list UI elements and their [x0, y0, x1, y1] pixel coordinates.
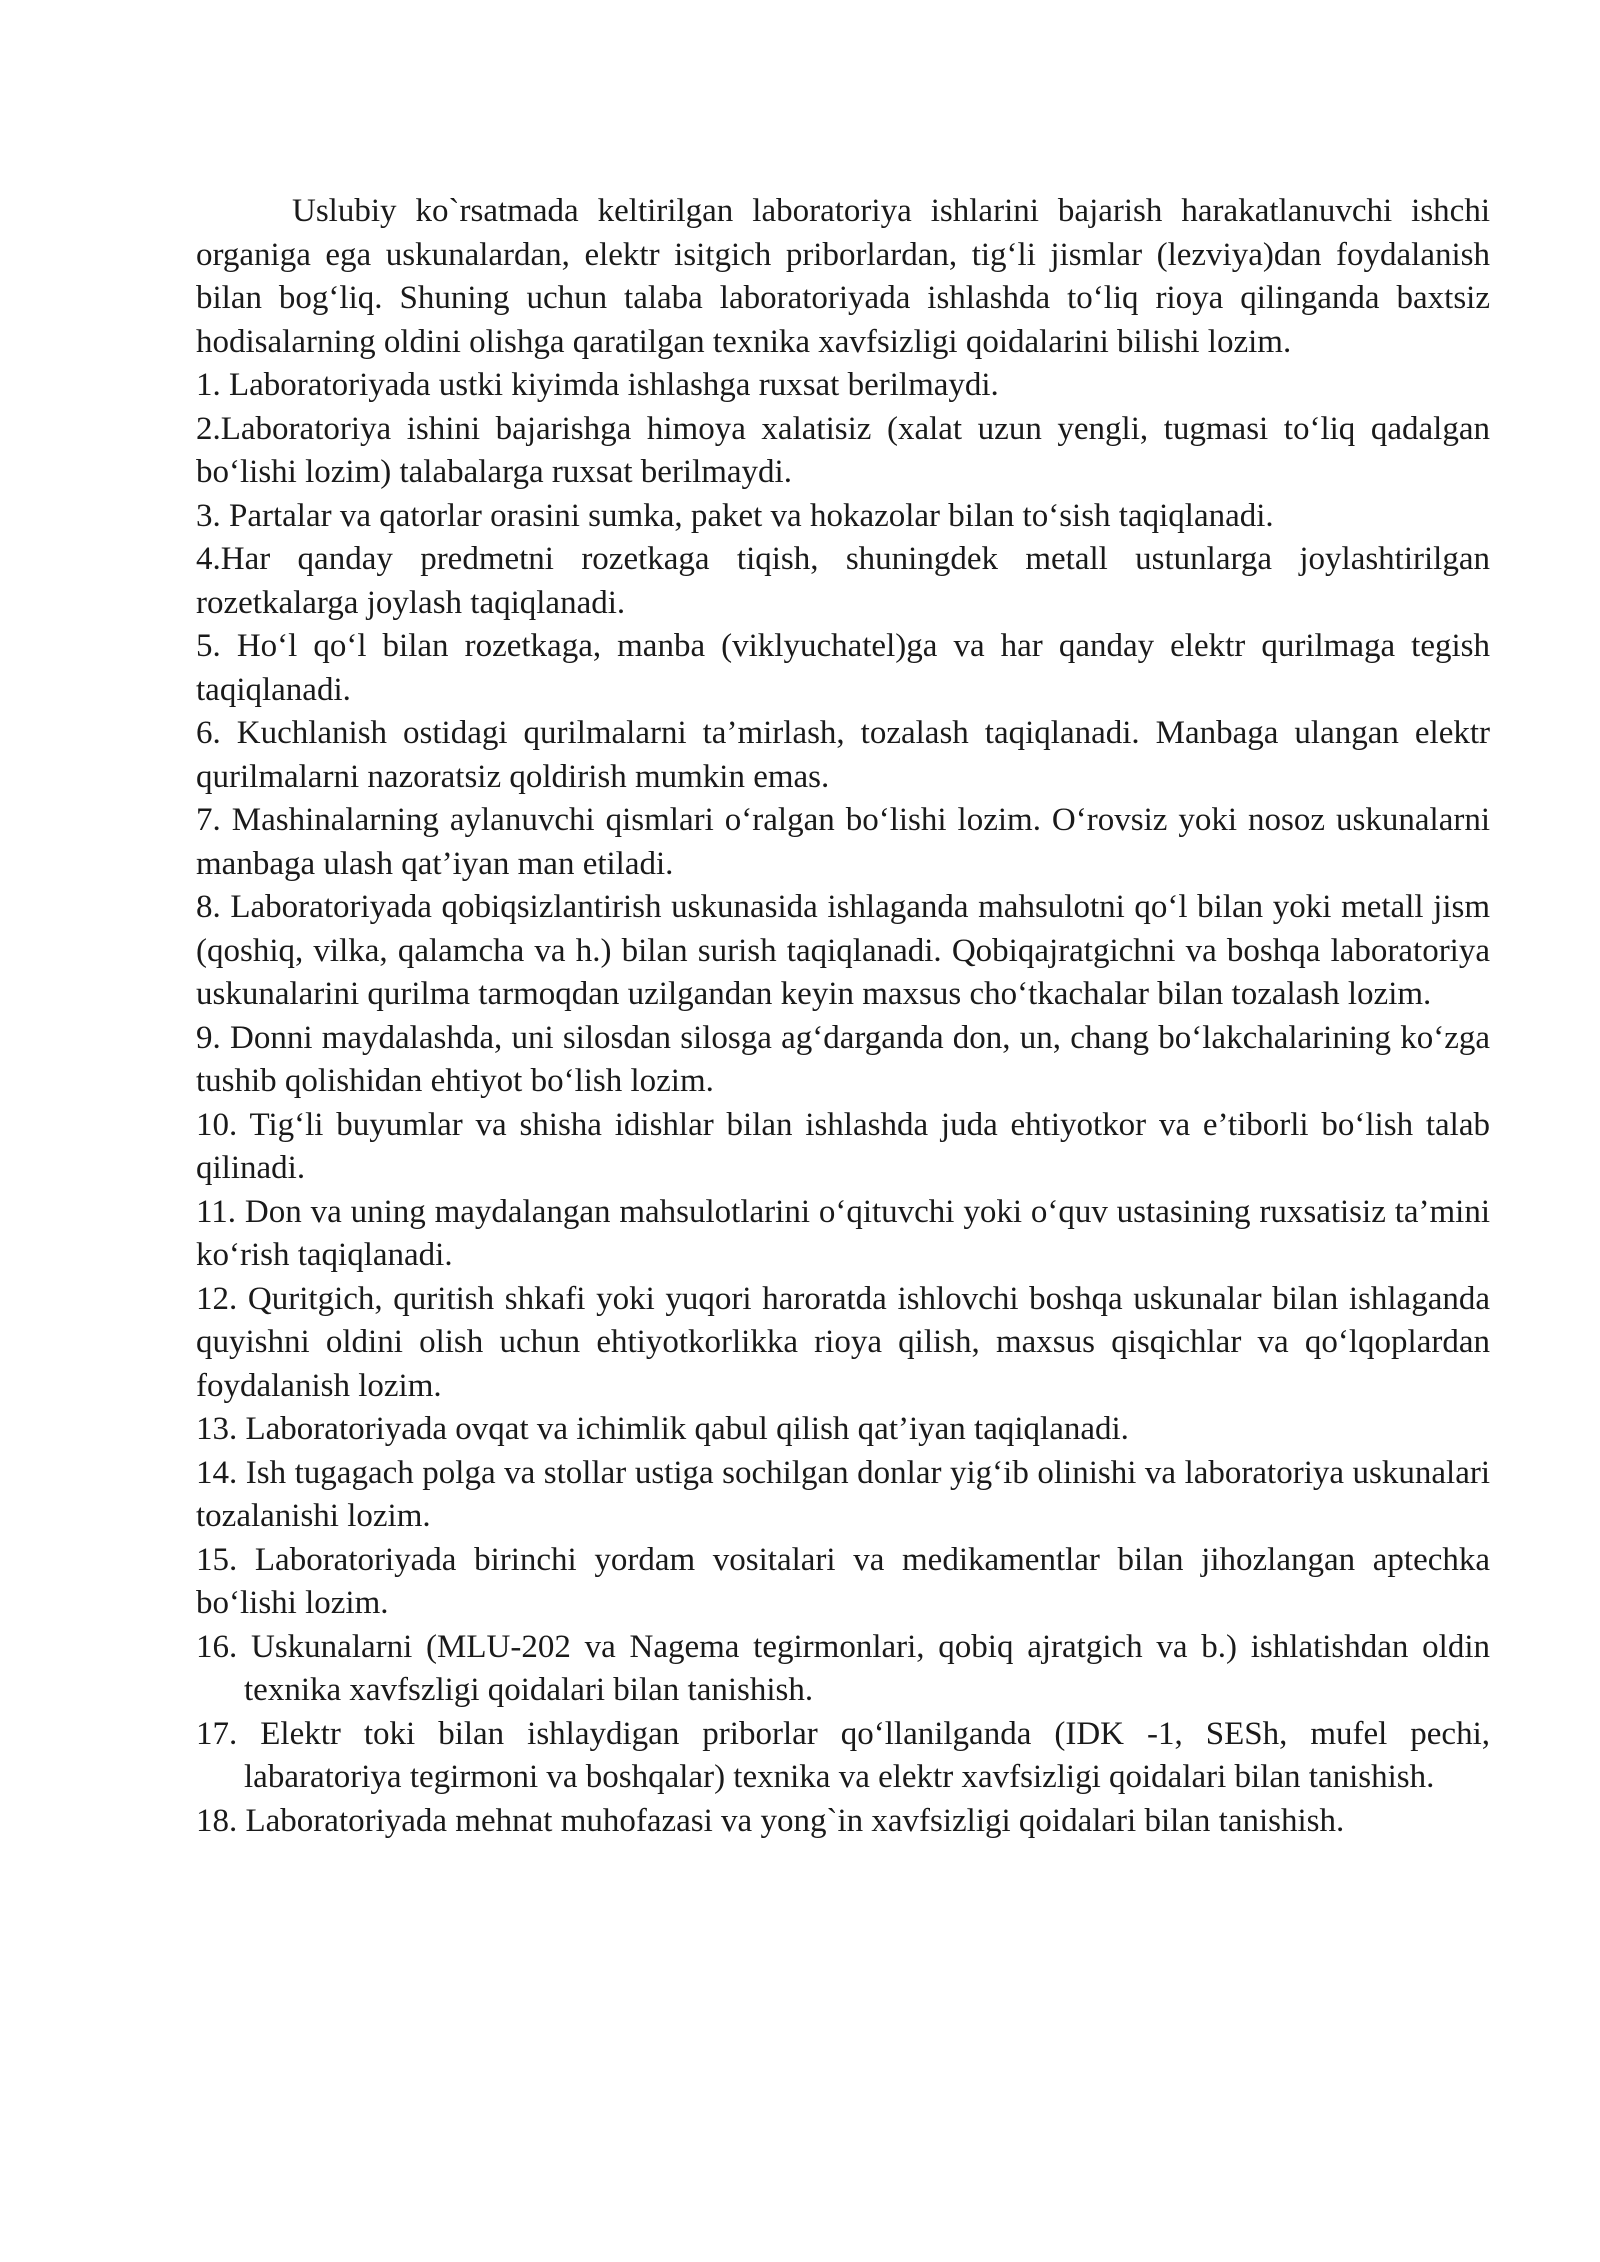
list-item-12	[196, 1278, 1490, 1409]
list-item-7	[196, 799, 1490, 886]
list-item-8	[196, 886, 1490, 1017]
item-text: Partalar va qatorlar orasini sumka, paket va hokazolar bilan to‘sish taqiqlanadi.	[229, 497, 1274, 534]
item-text: Laboratoriyada ustki kiyimda ishlashga ruxsat berilmaydi.	[229, 367, 999, 403]
list-item-18	[196, 1800, 1490, 1844]
item-text: Ho‘l qo‘l bilan rozetkaga, manba (viklyuchatel)ga va har qanday elektr qurilmaga tegish taqiqlanadi.	[196, 628, 1490, 708]
item-number: 1.	[196, 367, 221, 403]
item-number: 13.	[196, 1411, 238, 1447]
item-text: Donni maydalashda, uni silosdan silosga ag‘darganda don, un, chang bo‘lakchalarining ko‘zga tushib qolishidan ehtiyot bo‘lish lozim.	[196, 1019, 1491, 1099]
item-number: 7.	[196, 802, 221, 838]
item-text: Laboratoriyada birinchi yordam vositalari va medikamentlar bilan jihozlangan aptechka bo‘lishi lozim.	[196, 1541, 1491, 1621]
list-item-16	[196, 1626, 1490, 1713]
list-item-6	[196, 712, 1490, 799]
list-item-3	[196, 495, 1490, 539]
document-page	[196, 190, 1490, 1843]
item-number: 4.	[196, 541, 221, 577]
item-number: 18.	[196, 1802, 238, 1839]
list-item-5	[196, 625, 1490, 712]
item-text: Don va uning maydalangan mahsulotlarini o‘qituvchi yoki o‘quv ustasining ruxsatisiz ta’mini ko‘rish taqiqlanadi.	[196, 1193, 1490, 1273]
intro-paragraph: Uslubiy ko`rsatmada keltirilgan laboratoriya ishlarini bajarish harakatlanuvchi ishchi organiga ega uskunalardan, elektr isitgich priborlardan, tig‘li jismlar (lezviya)dan foydalanish bilan bog‘liq. Shuning uchun talaba laboratoriyada ishlashda to‘liq rioya qilinganda baxtsiz hodisalarning oldini olishga qaratilgan texnika xavfsizligi qoidalarini bilishi lozim.	[196, 193, 1490, 360]
list-item-17	[196, 1713, 1490, 1800]
list-item-15	[196, 1539, 1490, 1626]
item-number: 14.	[196, 1454, 238, 1491]
item-text: Laboratoriyada ovqat va ichimlik qabul qilish qat’iyan taqiqlanadi.	[245, 1411, 1129, 1447]
list-item-1	[196, 364, 1490, 408]
item-number: 16.	[196, 1628, 238, 1665]
item-text: Laboratoriyada mehnat muhofazasi va yong`in xavfsizligi qoidalari bilan tanishish.	[245, 1802, 1345, 1839]
list-item-13	[196, 1408, 1490, 1452]
item-text: Quritgich, quritish shkafi yoki yuqori haroratda ishlovchi boshqa uskunalar bilan ishlaganda quyishni oldini olish uchun ehtiyotkorlikka rioya qilish, maxsus qisqichlar va qo‘lqoplardan foydalanish lozim.	[196, 1280, 1491, 1404]
item-text: Tig‘li buyumlar va shisha idishlar bilan ishlashda juda ehtiyotkor va e’tiborli bo‘lish talab qilinadi.	[196, 1106, 1490, 1186]
list-item-2	[196, 408, 1490, 495]
list-item-11	[196, 1191, 1490, 1278]
item-number: 17.	[196, 1715, 238, 1752]
item-number: 3.	[196, 497, 221, 534]
item-number: 15.	[196, 1541, 238, 1578]
item-text: Laboratoriya ishini bajarishga himoya xalatisiz (xalat uzun yengli, tugmasi to‘liq qadalgan bo‘lishi lozim) talabalarga ruxsat berilmaydi.	[196, 410, 1490, 490]
item-number: 5.	[196, 628, 221, 664]
item-text: Uskunalarni (MLU-202 va Nagema tegirmonlari, qobiq ajratgich va b.) ishlatishdan oldin texnika xavfszligi qoidalari bilan tanishish.	[244, 1628, 1490, 1708]
item-number: 11.	[196, 1193, 237, 1230]
item-number: 9.	[196, 1019, 221, 1056]
item-number: 10.	[196, 1106, 238, 1143]
list-item-10	[196, 1104, 1490, 1191]
list-item-14	[196, 1452, 1490, 1539]
item-text: Kuchlanish ostidagi qurilmalarni ta’mirlash, tozalash taqiqlanadi. Manbaga ulangan elektr qurilmalarni nazoratsiz qoldirish mumkin emas.	[196, 715, 1490, 795]
item-text: Elektr toki bilan ishlaydigan priborlar qo‘llanilganda (IDK -1, SESh, mufel pechi, labaratoriya tegirmoni va boshqalar) texnika va elektr xavfsizligi qoidalari bilan tanishish.	[244, 1715, 1490, 1795]
item-text: Mashinalarning aylanuvchi qismlari o‘ralgan bo‘lishi lozim. O‘rovsiz yoki nosoz uskunalarni manbaga ulash qat’iyan man etiladi.	[196, 802, 1490, 882]
item-text: Ish tugagach polga va stollar ustiga sochilgan donlar yig‘ib olinishi va laboratoriya uskunalari tozalanishi lozim.	[196, 1454, 1490, 1534]
item-number: 6.	[196, 715, 221, 751]
item-number: 8.	[196, 889, 221, 925]
item-text: Laboratoriyada qobiqsizlantirish uskunasida ishlaganda mahsulotni qo‘l bilan yoki metall jism (qoshiq, vilka, qalamcha va h.) bilan surish taqiqlanadi. Qobiqajratgichni va boshqa laboratoriya uskunalarini qurilma tarmoqdan uzilgandan keyin maxsus cho‘tkachalar bilan tozalash lozim.	[196, 889, 1490, 1012]
item-text: Har qanday predmetni rozetkaga tiqish, shuningdek metall ustunlarga joylashtirilgan rozetkalarga joylash taqiqlanadi.	[196, 541, 1490, 621]
item-number: 12.	[196, 1280, 238, 1317]
list-item-9	[196, 1017, 1490, 1104]
item-number: 2.	[196, 410, 221, 447]
list-item-4	[196, 538, 1490, 625]
